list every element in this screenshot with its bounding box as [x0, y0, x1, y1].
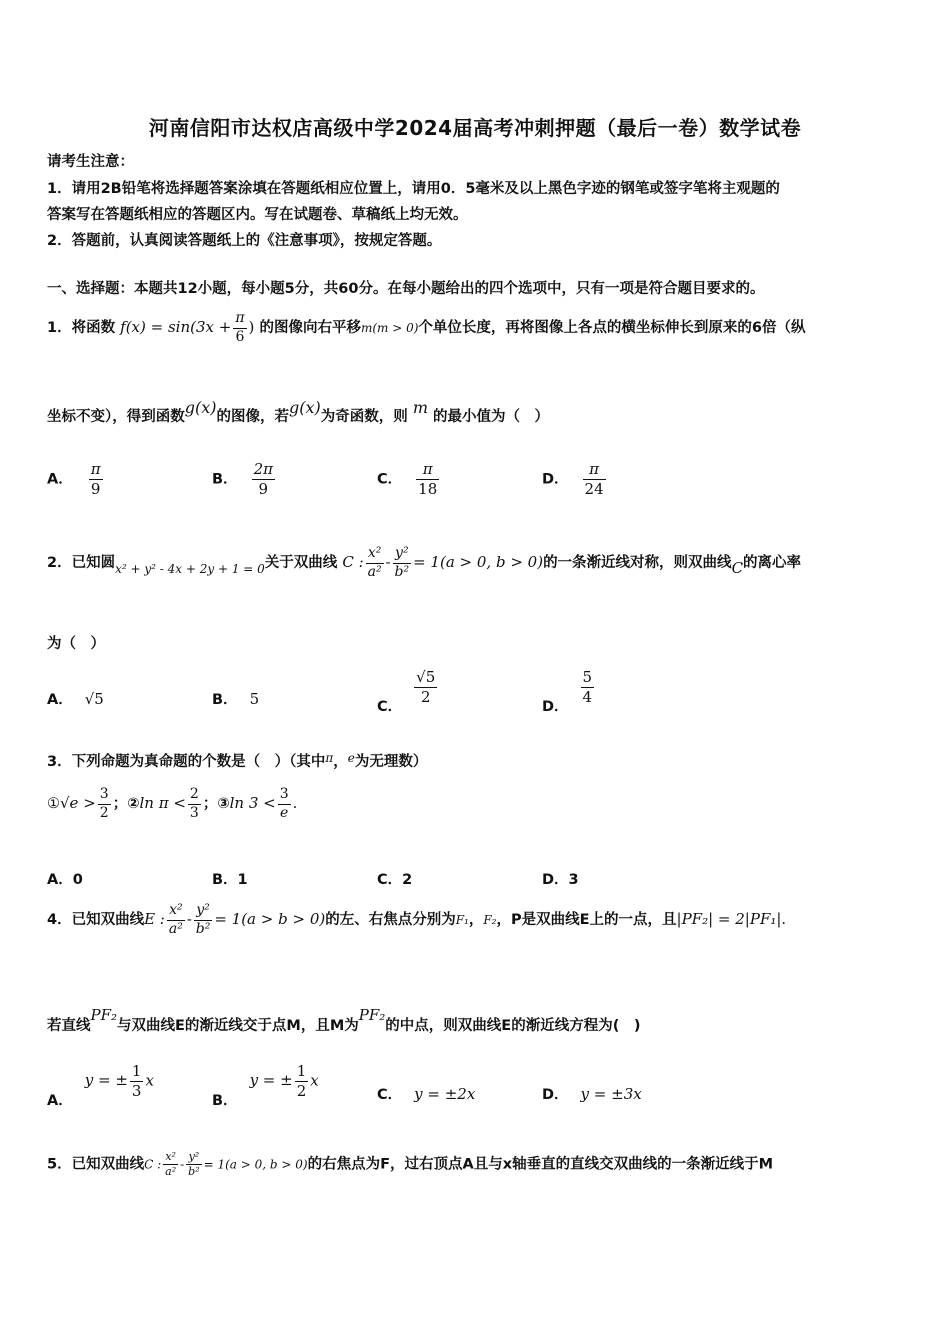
q3-option-a[interactable]: A．0 — [47, 872, 83, 888]
q2-option-c[interactable]: C． $\frac{√5}{2}$ — [377, 668, 436, 716]
q2-option-d[interactable]: D． $\frac{5}{4}$ — [542, 668, 593, 716]
q1-option-c[interactable]: C． $\frac{\pi}{18}$ — [377, 460, 438, 498]
q2-option-b[interactable]: B． 5 — [212, 690, 260, 708]
question-4-line-2: 若直线PF₂与双曲线E的渐近线交于点M，且M为PF₂的中点，则双曲线E的渐近线方程为( ) — [47, 1006, 641, 1034]
q2-circle: x² + y² - 4x + 2y + 1 = 0 — [115, 562, 265, 576]
question-3-line-2: ①√e > $\frac{3}{2}$ ；②ln π < $\frac{2}{3}$ ；③ln 3 < $\frac{3}{e}$ . — [47, 786, 298, 821]
section-heading: 一、选择题：本题共12小题，每小题5分，共60分。在每小题给出的四个选项中，只有一项是符合题目要求的。 — [47, 281, 765, 297]
q1-option-b[interactable]: B． $\frac{2\pi}{9}$ — [212, 460, 273, 498]
q3-option-b[interactable]: B．1 — [212, 872, 248, 888]
q4-option-c[interactable]: C． y = ±2x — [377, 1085, 476, 1103]
q3-statement-1: √e > — [60, 794, 96, 812]
q4-hyperbola: = 1(a > b > 0) — [214, 910, 326, 928]
q3-statement-3: ln 3 < — [229, 794, 276, 812]
question-4-line-1: 4．已知双曲线E : $\frac{\text{x²}}{\text{a²}}$ - $\frac{\text{y²}}{\text{b²}}$ = 1(a > b > 0)的左、右焦点分别为F₁，F₂，P是双曲线E上的一点，且|PF₂| = 2|PF₁|. — [47, 902, 787, 937]
q1-text-c: 个单位长度，再将图像上各点的横坐标伸长到原来的6倍（纵 — [418, 320, 806, 336]
q1-text-e: 的图像，若 — [216, 409, 289, 425]
q3-option-c[interactable]: C．2 — [377, 872, 413, 888]
question-5-line-1: 5．已知双曲线C : $\frac{\text{x²}}{\text{a²}}$ - $\frac{\text{y²}}{\text{b²}}$ = 1(a > 0, b > 0)的右焦点为F，过右顶点A且与x轴垂直的直线交双曲线的一条渐近线于M — [47, 1150, 774, 1178]
q1-fraction: $\frac{\pi}{6}$ — [235, 310, 245, 345]
q1-text-f: 为奇函数，则 — [320, 409, 408, 425]
notice-line-3: 2．答题前，认真阅读答题纸上的《注意事项》，按规定答题。 — [47, 233, 442, 249]
q1-text-a: 1．将函数 — [47, 320, 116, 336]
q2-text-a: 2．已知圆 — [47, 555, 116, 571]
q4-option-d[interactable]: D． y = ±3x — [542, 1085, 642, 1103]
page-title: 河南信阳市达权店高级中学2024届高考冲刺押题（最后一卷）数学试卷 — [148, 116, 802, 140]
notice-heading: 请考生注意： — [47, 154, 134, 170]
q1-shift: m(m > 0) — [360, 321, 419, 335]
q1-gx-2: g(x) — [289, 398, 321, 417]
q1-text-d: 坐标不变），得到函数 — [47, 409, 185, 425]
q2-text-d: 的离心率 — [743, 555, 802, 571]
q1-option-d[interactable]: D． $\frac{\pi}{24}$ — [542, 460, 604, 498]
q1-function: f(x) = sin(3x + — [120, 318, 232, 336]
q2-text-c: 的一条渐近线对称，则双曲线 — [543, 555, 732, 571]
q2-text-b: 关于双曲线 — [264, 555, 338, 571]
question-2-line-1: 2．已知圆$_{x^2 + y^2 - 4x + 2y + 1 = 0}$关于双曲线 C : $\frac{\text{x²}}{\text{a²}}$ - $\frac{\text{y²}}{\text{b²}}$ = 1(a > 0, b > 0)的一条渐近线对称，则双曲线C的离心率 — [47, 545, 802, 580]
question-1-line-1: 1．将函数 f(x) = sin(3x + $\frac{\pi}{6}$ ) 的图像向右平移m(m > 0)个单位长度，再将图像上各点的横坐标伸长到原来的6倍（纵 — [47, 310, 806, 345]
q3-option-d[interactable]: D．3 — [542, 872, 579, 888]
question-3-line-1: 3．下列命题为真命题的个数是（ ）（其中$^\pi$，$^e$为无理数） — [47, 751, 428, 770]
q2-hyperbola: = 1(a > 0, b > 0) — [413, 553, 544, 571]
q1-text-h: 的最小值为（ ） — [433, 409, 550, 425]
q4-condition: |PF₂| = 2|PF₁| — [676, 910, 782, 928]
notice-line-2: 答案写在答题纸相应的答题区内。写在试题卷、草稿纸上均无效。 — [47, 207, 468, 223]
q2-option-a[interactable]: A． √5 — [47, 690, 104, 708]
question-1-line-2 — [47, 398, 550, 426]
q3-statement-2: ln π < — [139, 794, 186, 812]
q4-option-b[interactable]: B．y = ± $\frac{1}{2}$ x — [212, 1062, 319, 1110]
q1-gx: g(x) — [184, 398, 217, 417]
q1-option-a[interactable]: A． $\frac{\pi}{9}$ — [47, 460, 101, 498]
q1-text-b: 的图像向右平移 — [259, 320, 361, 336]
question-2-line-2: 为（ ） — [47, 636, 105, 652]
q5-hyperbola: = 1(a > 0, b > 0) — [203, 1157, 308, 1172]
q1-m: m — [412, 398, 428, 417]
q4-option-a[interactable]: A．y = ± $\frac{1}{3}$ x — [47, 1062, 154, 1110]
notice-line-1: 1．请用2B铅笔将选择题答案涂填在答题纸相应位置上，请用0．5毫米及以上黑色字迹的钢笔或签字笔将主观题的 — [47, 181, 780, 197]
